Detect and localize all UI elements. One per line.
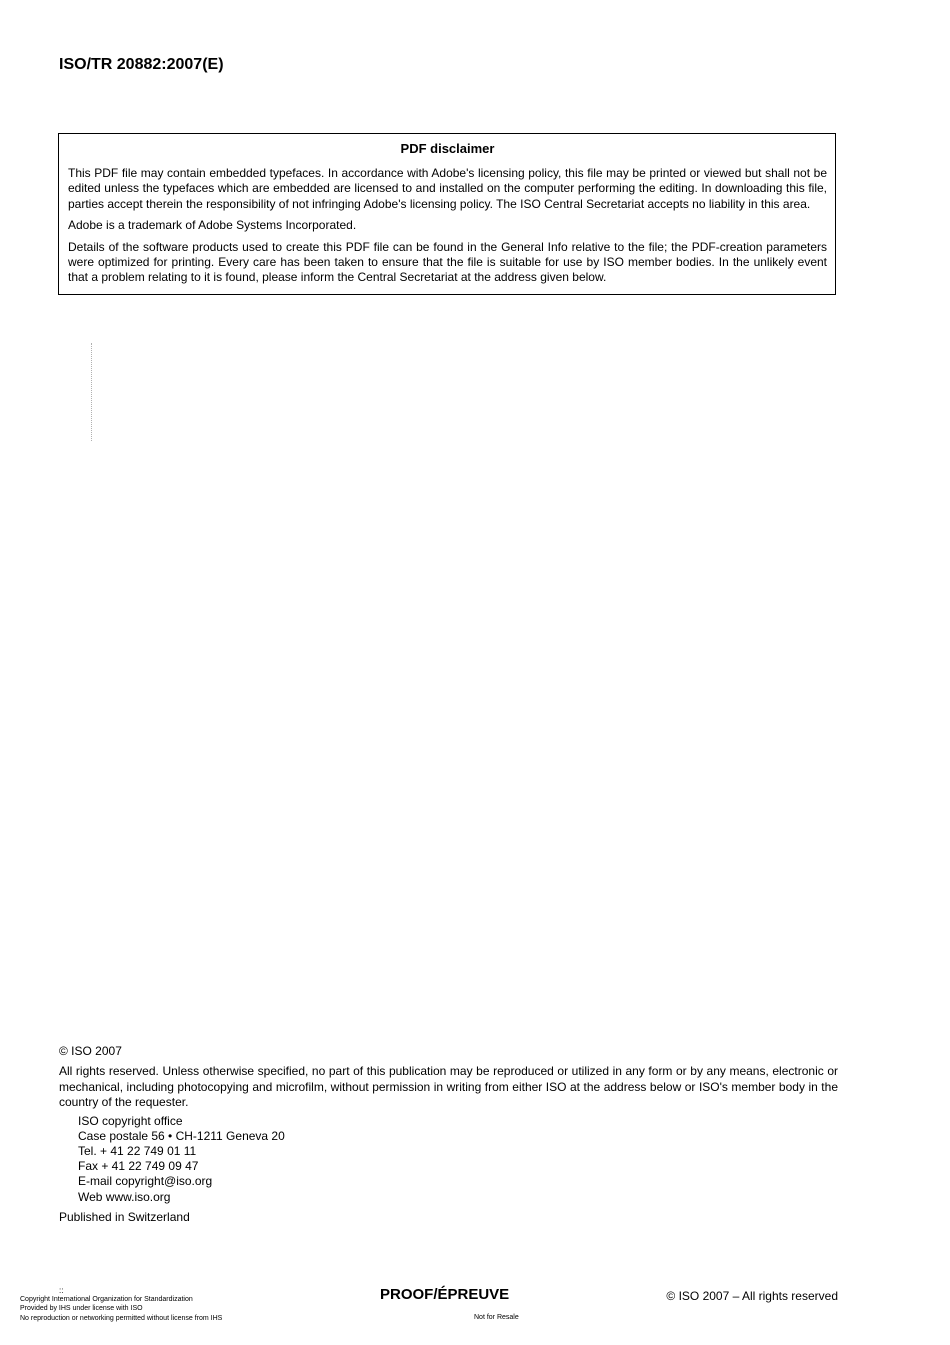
copyright-symbol-line: © ISO 2007 (59, 1044, 122, 1058)
disclaimer-paragraph: This PDF file may contain embedded typefaces. In accordance with Adobe's licensing policy, this file may be printed or viewed but shall not be edited unless the typefaces which are embedded are licensed to and installed on the computer performing the editing. In downloading this file, parties accept therein the responsibility of not infringing Adobe's licensing policy. The ISO Central Secretariat accepts no liability in this area. (68, 166, 827, 211)
footer-license-line: No reproduction or networking permitted without license from IHS (20, 1314, 223, 1322)
address-line: Tel. + 41 22 749 01 11 (78, 1144, 197, 1159)
proof-label: PROOF/ÉPREUVE (380, 1286, 510, 1303)
disclaimer-paragraph: Adobe is a trademark of Adobe Systems Incorporated. (68, 218, 357, 233)
footer-copyright: © ISO 2007 – All rights reserved (666, 1289, 838, 1303)
disclaimer-title: PDF disclaimer (400, 141, 495, 156)
address-line: E-mail copyright@iso.org (78, 1174, 213, 1189)
document-id: ISO/TR 20882:2007(E) (59, 56, 224, 73)
dotted-line-artifact (91, 343, 94, 441)
footer-license-line: Copyright International Organization for Standardization (20, 1296, 193, 1303)
address-line: ISO copyright office (78, 1113, 183, 1128)
iso-address (59, 1114, 838, 1205)
footer-marks: :: (59, 1286, 64, 1295)
rights-statement: All rights reserved. Unless otherwise specified, no part of this publication may be reproduced or utilized in any form or by any means, electronic or mechanical, including photocopying and microfilm, without permission in writing from either ISO at the address below or ISO's member body in the country of the requester. (59, 1064, 838, 1110)
copyright-block (59, 1044, 838, 1225)
footer-license-line: Provided by IHS under license with ISO (20, 1305, 143, 1313)
published-in: Published in Switzerland (59, 1209, 190, 1224)
address-line: Case postale 56 • CH-1211 Geneva 20 (78, 1128, 285, 1143)
address-line: Web www.iso.org (78, 1189, 171, 1204)
address-line: Fax + 41 22 749 09 47 (78, 1159, 199, 1174)
footer-license-notice (20, 1287, 222, 1323)
not-for-resale: Not for Resale (474, 1314, 519, 1321)
pdf-disclaimer-box (58, 133, 836, 295)
disclaimer-paragraph: Details of the software products used to create this PDF file can be found in the General Info relative to the file; the PDF-creation parameters were optimized for printing. Every care has been taken to ensure that the file is suitable for use by ISO member bodies. In the unlikely event that a problem relating to it is found, please inform the Central Secretariat at the address given below. (68, 239, 827, 285)
